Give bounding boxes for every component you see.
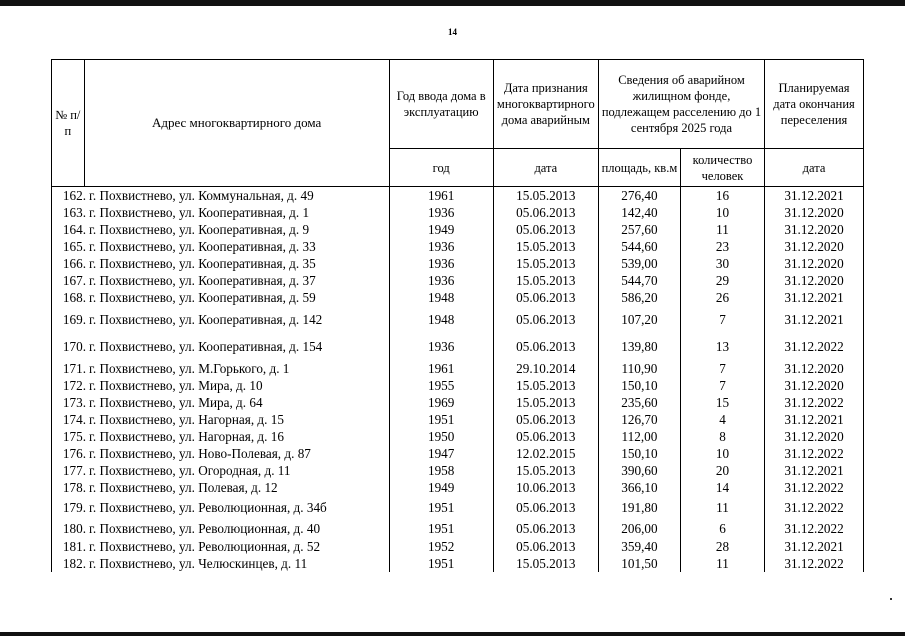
year-cell: 1950 xyxy=(389,428,493,445)
table-row xyxy=(52,289,864,306)
address-text: г. Похвистнево, ул. Кооперативная, д. 33 xyxy=(89,238,316,254)
address-text: г. Похвистнево, ул. Нагорная, д. 16 xyxy=(89,428,284,444)
address-cell xyxy=(52,333,390,360)
planned-date-cell: 31.12.2021 xyxy=(765,187,864,204)
area-cell: 142,40 xyxy=(598,204,680,221)
area-cell: 110,90 xyxy=(598,360,680,377)
area-cell: 586,20 xyxy=(598,289,680,306)
area-cell: 126,70 xyxy=(598,411,680,428)
header-date-declared: Дата признания многоквартирного дома аварийным xyxy=(493,60,598,149)
people-cell: 7 xyxy=(680,306,764,333)
people-cell: 10 xyxy=(680,445,764,462)
table-row xyxy=(52,272,864,289)
year-cell: 1936 xyxy=(389,238,493,255)
row-number: 171. xyxy=(62,360,86,376)
people-cell: 30 xyxy=(680,255,764,272)
area-cell: 544,70 xyxy=(598,272,680,289)
people-cell: 8 xyxy=(680,428,764,445)
table-row xyxy=(52,255,864,272)
planned-date-cell: 31.12.2022 xyxy=(765,496,864,519)
people-cell: 15 xyxy=(680,394,764,411)
declared-date-cell: 15.05.2013 xyxy=(493,462,598,479)
planned-date-cell: 31.12.2022 xyxy=(765,394,864,411)
people-cell: 6 xyxy=(680,519,764,538)
header-year-built: Год ввода дома в эксплуатацию xyxy=(389,60,493,149)
address-text: г. Похвистнево, ул. Кооперативная, д. 142 xyxy=(89,311,323,327)
table-row xyxy=(52,238,864,255)
year-cell: 1955 xyxy=(389,377,493,394)
declared-date-cell: 15.05.2013 xyxy=(493,238,598,255)
row-number: 180. xyxy=(62,520,86,536)
declared-date-cell: 15.05.2013 xyxy=(493,272,598,289)
year-cell: 1958 xyxy=(389,462,493,479)
header-address: Адрес многоквартирного дома xyxy=(84,60,389,187)
declared-date-cell: 05.06.2013 xyxy=(493,204,598,221)
area-cell: 150,10 xyxy=(598,377,680,394)
address-cell xyxy=(52,360,390,377)
area-cell: 112,00 xyxy=(598,428,680,445)
table-row xyxy=(52,428,864,445)
address-text: г. Похвистнево, ул. Кооперативная, д. 9 xyxy=(89,221,310,237)
address-cell xyxy=(52,411,390,428)
area-cell: 191,80 xyxy=(598,496,680,519)
subheader-area: площадь, кв.м xyxy=(598,149,680,187)
year-cell: 1948 xyxy=(389,306,493,333)
address-text: г. Похвистнево, ул. Кооперативная, д. 35 xyxy=(89,255,316,271)
year-cell: 1951 xyxy=(389,519,493,538)
row-number: 165. xyxy=(62,238,86,254)
row-number: 167. xyxy=(62,272,86,288)
year-cell: 1936 xyxy=(389,333,493,360)
table-row xyxy=(52,496,864,519)
row-number: 164. xyxy=(62,221,86,237)
area-cell: 107,20 xyxy=(598,306,680,333)
declared-date-cell: 15.05.2013 xyxy=(493,255,598,272)
planned-date-cell: 31.12.2022 xyxy=(765,519,864,538)
area-cell: 276,40 xyxy=(598,187,680,204)
year-cell: 1951 xyxy=(389,411,493,428)
people-cell: 7 xyxy=(680,377,764,394)
top-scan-border xyxy=(0,0,905,6)
address-cell xyxy=(52,394,390,411)
address-cell xyxy=(52,479,390,496)
address-text: г. Похвистнево, ул. Революционная, д. 34б xyxy=(89,499,327,515)
declared-date-cell: 05.06.2013 xyxy=(493,411,598,428)
year-cell: 1948 xyxy=(389,289,493,306)
address-cell xyxy=(52,428,390,445)
people-cell: 29 xyxy=(680,272,764,289)
area-cell: 101,50 xyxy=(598,555,680,572)
address-text: г. Похвистнево, ул. Коммунальная, д. 49 xyxy=(89,187,314,203)
declared-date-cell: 15.05.2013 xyxy=(493,555,598,572)
row-number: 168. xyxy=(62,289,86,305)
subheader-year: год xyxy=(389,149,493,187)
row-number: 182. xyxy=(62,555,86,571)
declared-date-cell: 10.06.2013 xyxy=(493,479,598,496)
declared-date-cell: 05.06.2013 xyxy=(493,519,598,538)
subheader-planned-date: дата xyxy=(765,149,864,187)
area-cell: 257,60 xyxy=(598,221,680,238)
area-cell: 390,60 xyxy=(598,462,680,479)
table-row xyxy=(52,333,864,360)
declared-date-cell: 15.05.2013 xyxy=(493,394,598,411)
area-cell: 359,40 xyxy=(598,538,680,555)
subheader-date: дата xyxy=(493,149,598,187)
people-cell: 7 xyxy=(680,360,764,377)
address-text: г. Похвистнево, ул. Кооперативная, д. 1 xyxy=(89,204,310,220)
address-text: г. Похвистнево, ул. Челюскинцев, д. 11 xyxy=(89,555,308,571)
planned-date-cell: 31.12.2022 xyxy=(765,445,864,462)
row-number: 179. xyxy=(62,499,86,515)
planned-date-cell: 31.12.2021 xyxy=(765,411,864,428)
address-cell xyxy=(52,519,390,538)
table-row xyxy=(52,519,864,538)
resettlement-table xyxy=(51,59,864,572)
people-cell: 13 xyxy=(680,333,764,360)
table-row xyxy=(52,479,864,496)
planned-date-cell: 31.12.2020 xyxy=(765,255,864,272)
row-number: 166. xyxy=(62,255,86,271)
people-cell: 26 xyxy=(680,289,764,306)
address-cell xyxy=(52,377,390,394)
row-number: 172. xyxy=(62,377,86,393)
planned-date-cell: 31.12.2021 xyxy=(765,538,864,555)
address-cell xyxy=(52,538,390,555)
people-cell: 14 xyxy=(680,479,764,496)
area-cell: 235,60 xyxy=(598,394,680,411)
address-text: г. Похвистнево, ул. Мира, д. 10 xyxy=(89,377,263,393)
header-housing-info: Сведения об аварийном жилищном фонде, подлежащем расселению до 1 сентября 2025 года xyxy=(598,60,764,149)
year-cell: 1936 xyxy=(389,272,493,289)
year-cell: 1952 xyxy=(389,538,493,555)
planned-date-cell: 31.12.2020 xyxy=(765,221,864,238)
planned-date-cell: 31.12.2021 xyxy=(765,289,864,306)
address-text: г. Похвистнево, ул. Ново-Полевая, д. 87 xyxy=(89,445,311,461)
planned-date-cell: 31.12.2020 xyxy=(765,360,864,377)
table-header xyxy=(52,60,864,187)
row-number: 175. xyxy=(62,428,86,444)
scan-speck xyxy=(890,598,892,600)
declared-date-cell: 15.05.2013 xyxy=(493,377,598,394)
planned-date-cell: 31.12.2020 xyxy=(765,204,864,221)
planned-date-cell: 31.12.2020 xyxy=(765,428,864,445)
row-number: 178. xyxy=(62,479,86,495)
planned-date-cell: 31.12.2020 xyxy=(765,238,864,255)
table-row xyxy=(52,187,864,204)
address-cell xyxy=(52,555,390,572)
address-cell xyxy=(52,221,390,238)
area-cell: 150,10 xyxy=(598,445,680,462)
people-cell: 28 xyxy=(680,538,764,555)
planned-date-cell: 31.12.2022 xyxy=(765,479,864,496)
planned-date-cell: 31.12.2022 xyxy=(765,333,864,360)
address-text: г. Похвистнево, ул. Кооперативная, д. 154 xyxy=(89,338,323,354)
header-planned-date: Планируемая дата окончания переселения xyxy=(765,60,864,149)
address-cell xyxy=(52,238,390,255)
table-row xyxy=(52,221,864,238)
table-body xyxy=(52,187,864,572)
row-number: 177. xyxy=(62,462,86,478)
area-cell: 544,60 xyxy=(598,238,680,255)
declared-date-cell: 05.06.2013 xyxy=(493,289,598,306)
table-row xyxy=(52,204,864,221)
year-cell: 1961 xyxy=(389,360,493,377)
address-text: г. Похвистнево, ул. Революционная, д. 40 xyxy=(89,520,321,536)
address-text: г. Похвистнево, ул. Кооперативная, д. 59 xyxy=(89,289,316,305)
address-text: г. Похвистнево, ул. Кооперативная, д. 37 xyxy=(89,272,316,288)
address-text: г. Похвистнево, ул. Нагорная, д. 15 xyxy=(89,411,284,427)
planned-date-cell: 31.12.2021 xyxy=(765,306,864,333)
address-cell xyxy=(52,272,390,289)
table-row xyxy=(52,462,864,479)
people-cell: 10 xyxy=(680,204,764,221)
people-cell: 11 xyxy=(680,555,764,572)
table-row xyxy=(52,445,864,462)
people-cell: 20 xyxy=(680,462,764,479)
declared-date-cell: 05.06.2013 xyxy=(493,538,598,555)
page-number: 14 xyxy=(448,27,457,37)
year-cell: 1936 xyxy=(389,204,493,221)
planned-date-cell: 31.12.2022 xyxy=(765,555,864,572)
declared-date-cell: 05.06.2013 xyxy=(493,333,598,360)
table-row xyxy=(52,306,864,333)
address-cell xyxy=(52,204,390,221)
table-row xyxy=(52,411,864,428)
row-number: 170. xyxy=(62,338,86,354)
declared-date-cell: 05.06.2013 xyxy=(493,221,598,238)
declared-date-cell: 05.06.2013 xyxy=(493,428,598,445)
planned-date-cell: 31.12.2020 xyxy=(765,377,864,394)
bottom-scan-border xyxy=(0,632,905,636)
address-cell xyxy=(52,496,390,519)
declared-date-cell: 05.06.2013 xyxy=(493,496,598,519)
header-number: № п/п xyxy=(52,60,85,187)
people-cell: 4 xyxy=(680,411,764,428)
area-cell: 539,00 xyxy=(598,255,680,272)
address-text: г. Похвистнево, ул. Огородная, д. 11 xyxy=(89,462,291,478)
address-cell xyxy=(52,306,390,333)
address-cell xyxy=(52,462,390,479)
table-row xyxy=(52,360,864,377)
table-row xyxy=(52,394,864,411)
declared-date-cell: 12.02.2015 xyxy=(493,445,598,462)
address-cell xyxy=(52,255,390,272)
people-cell: 16 xyxy=(680,187,764,204)
table-row xyxy=(52,377,864,394)
row-number: 162. xyxy=(62,187,86,203)
row-number: 174. xyxy=(62,411,86,427)
address-cell xyxy=(52,445,390,462)
people-cell: 23 xyxy=(680,238,764,255)
year-cell: 1969 xyxy=(389,394,493,411)
address-text: г. Похвистнево, ул. М.Горького, д. 1 xyxy=(89,360,290,376)
declared-date-cell: 29.10.2014 xyxy=(493,360,598,377)
planned-date-cell: 31.12.2020 xyxy=(765,272,864,289)
declared-date-cell: 05.06.2013 xyxy=(493,306,598,333)
year-cell: 1947 xyxy=(389,445,493,462)
year-cell: 1961 xyxy=(389,187,493,204)
people-cell: 11 xyxy=(680,221,764,238)
address-cell xyxy=(52,289,390,306)
planned-date-cell: 31.12.2021 xyxy=(765,462,864,479)
address-cell xyxy=(52,187,390,204)
year-cell: 1949 xyxy=(389,479,493,496)
address-text: г. Похвистнево, ул. Полевая, д. 12 xyxy=(89,479,278,495)
row-number: 163. xyxy=(62,204,86,220)
area-cell: 206,00 xyxy=(598,519,680,538)
row-number: 173. xyxy=(62,394,86,410)
row-number: 176. xyxy=(62,445,86,461)
declared-date-cell: 15.05.2013 xyxy=(493,187,598,204)
year-cell: 1936 xyxy=(389,255,493,272)
table-row xyxy=(52,538,864,555)
year-cell: 1951 xyxy=(389,496,493,519)
year-cell: 1951 xyxy=(389,555,493,572)
row-number: 169. xyxy=(62,311,86,327)
table-row xyxy=(52,555,864,572)
address-text: г. Похвистнево, ул. Мира, д. 64 xyxy=(89,394,263,410)
subheader-people: количество человек xyxy=(680,149,764,187)
area-cell: 139,80 xyxy=(598,333,680,360)
year-cell: 1949 xyxy=(389,221,493,238)
row-number: 181. xyxy=(62,538,86,554)
address-text: г. Похвистнево, ул. Революционная, д. 52 xyxy=(89,538,321,554)
area-cell: 366,10 xyxy=(598,479,680,496)
people-cell: 11 xyxy=(680,496,764,519)
